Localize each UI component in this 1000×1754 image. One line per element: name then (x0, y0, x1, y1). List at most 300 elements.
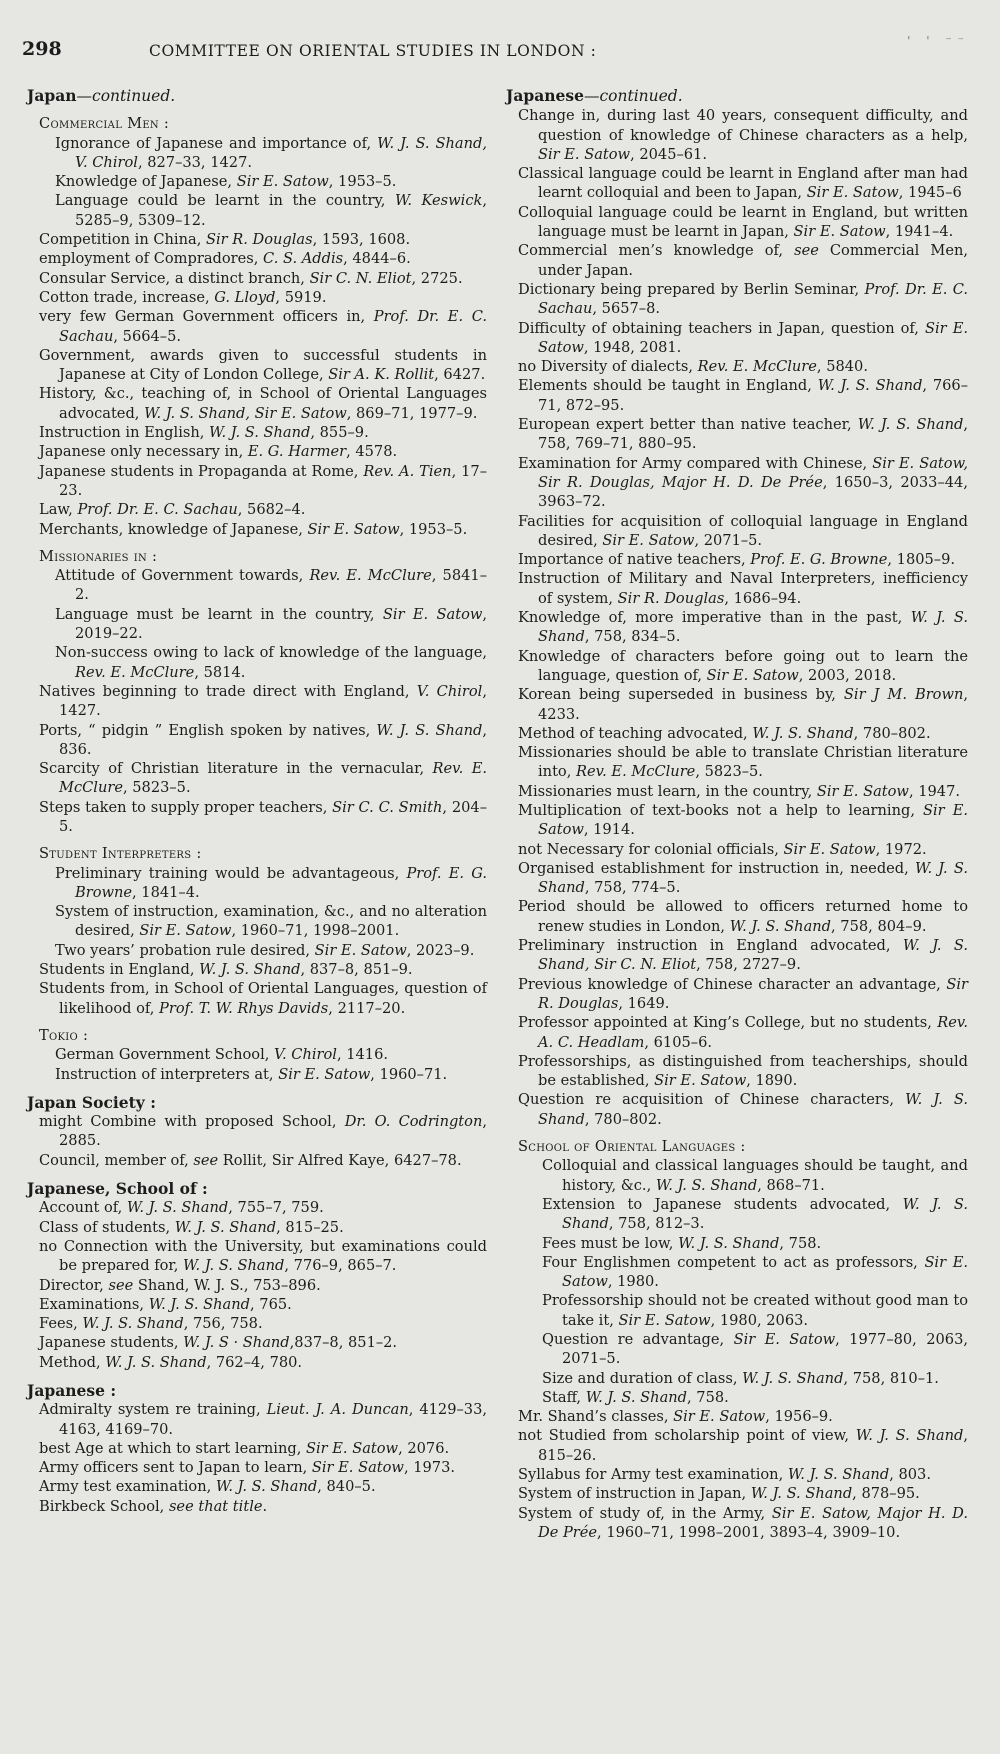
entry-references: , 780–802. (853, 724, 931, 742)
entry-witness: Rev. E. McClure (59, 760, 487, 797)
entry-topic: Question re advantage, (542, 1331, 734, 1348)
entry-references: , 1960–71, 1998–2001, 3893–4, 3909–10. (597, 1523, 901, 1541)
entry-references: , 1953–5. (399, 520, 468, 538)
entry-references: , 766–71, 872–95. (538, 377, 968, 414)
entry-references: , 6105–6. (644, 1033, 712, 1051)
entry-witness: W. Keswick (394, 192, 483, 210)
entry-witness: W. J. S. Shand (209, 424, 311, 442)
entry-references: , 762–4, 780. (206, 1353, 303, 1371)
index-entry (27, 500, 487, 519)
entry-references: , 1980. (607, 1273, 659, 1291)
entry-topic: Consular Service, a distinct branch, (39, 269, 310, 287)
index-entry (506, 897, 968, 936)
entry-references: , 2071–5. (694, 531, 763, 549)
entry-witness: V. Chirol (416, 682, 483, 700)
entry-references: , 5285–9, 5309–12. (75, 192, 487, 229)
index-entry (27, 307, 487, 346)
entry-witness: G. Lloyd (214, 288, 276, 306)
index-entry (27, 1400, 487, 1439)
index-entry (506, 1013, 968, 1052)
entry-references: , 5823–5. (122, 779, 191, 797)
entry-topic: Colloquial language could be learnt in England, but written language must be learnt in Japan, (518, 203, 968, 241)
entry-references: , 204–5. (59, 798, 487, 835)
entry-references: , 2117–20. (328, 999, 406, 1017)
entry-references: Shand, W. J. S., 753–896. (133, 1276, 321, 1294)
entry-topic: Mr. Shand’s classes, (518, 1408, 674, 1426)
entry-witness: W. J. S. Shand (174, 1218, 277, 1236)
entry-references: , 758, 810–1. (843, 1369, 939, 1387)
entry-topic: Council, member of, (39, 1151, 194, 1169)
entry-witness: Sir A. K. Rollit (328, 366, 435, 384)
index-subheading: Tokio : (39, 1026, 89, 1044)
entry-references: , 1953–5. (328, 173, 397, 191)
entry-topic: Examination for Army compared with Chinese, (518, 454, 873, 472)
entry-witness: Sir E. Satow (306, 1439, 399, 1457)
index-entry (27, 1477, 487, 1496)
entry-references: , 815–25. (276, 1218, 344, 1236)
entry-references: , 869–71, 1977–9. (346, 404, 478, 422)
entry-topic: Question re acquisition of Chinese characters, (518, 1091, 906, 1109)
continued-label: —continued. (76, 87, 176, 105)
entry-witness: Prof. Dr. E. C. Sachau (59, 308, 487, 345)
entry-references: , 1841–4. (132, 883, 200, 901)
index-entry (506, 936, 968, 975)
index-entry (506, 280, 968, 319)
index-entry (506, 685, 968, 724)
index-entry (506, 1330, 968, 1369)
index-entry (27, 1497, 487, 1516)
index-entry (27, 960, 487, 979)
entry-witness: Sir E. Satow (806, 184, 899, 202)
entry-references: , 1980, 2063. (710, 1311, 809, 1329)
index-entry (27, 1065, 487, 1084)
running-title: COMMITTEE ON ORIENTAL STUDIES IN LONDON : (149, 42, 597, 60)
entry-topic: System of instruction in Japan, (518, 1485, 751, 1503)
index-subheading: School of Oriental Languages : (518, 1138, 746, 1156)
entry-topic: Language could be learnt in the country, (55, 192, 395, 210)
index-entry (506, 454, 968, 512)
entry-topic: Missionaries must learn, in the country, (518, 782, 817, 800)
entry-witness: Sir E. Satow (706, 666, 799, 684)
index-entry (506, 1407, 968, 1426)
index-entry (27, 1458, 487, 1477)
entry-topic: Size and duration of class, (542, 1369, 743, 1387)
index-entry (506, 357, 968, 376)
entry-references: , 4844–6. (343, 250, 411, 268)
entry-topic: Change in, during last 40 years, consequent difficulty, and question of knowledge of Chinese characters as a help, (518, 107, 968, 144)
entry-topic: Fees must be low, (542, 1234, 679, 1252)
entry-witness: see that title (168, 1497, 263, 1515)
entry-references: , 5841–2. (75, 567, 487, 604)
entry-witness: W. J. S. Shand (817, 377, 923, 395)
entry-witness: Sir E. Satow (618, 1311, 711, 1329)
entry-references: Commercial Men, under Japan. (538, 242, 968, 279)
index-entry (506, 975, 968, 1014)
entry-references: , 758. (687, 1388, 729, 1406)
entry-witness: Prof. Dr. E. C. Sachau (77, 501, 238, 519)
entry-witness: Rev. E. McClure (309, 567, 432, 585)
entry-references: , 758, 812–3. (608, 1215, 705, 1233)
entry-topic: Professorships, as distinguished from teacherships, should be established, (518, 1052, 968, 1090)
entry-witness: Sir R. Douglas (538, 975, 968, 1012)
entry-references: , 803. (889, 1466, 931, 1484)
index-entry (27, 423, 487, 442)
entry-witness: Prof. E. G. Browne (750, 551, 888, 569)
entry-references: , 758, 804–9. (831, 917, 927, 935)
entry-topic: Cotton trade, increase, (39, 288, 215, 306)
index-entry (506, 1504, 968, 1543)
entry-topic: Importance of native teachers, (518, 551, 751, 569)
entry-references: , 2023–9. (406, 941, 475, 959)
index-entry (506, 1426, 968, 1465)
entry-topic: Classical language could be learnt in England after man had learnt colloquial and been to Japan, (518, 165, 968, 202)
entry-witness: W. J. S. Shand (538, 859, 968, 897)
entry-witness: Rev. E. McClure (697, 358, 817, 376)
entry-topic: Steps taken to supply proper teachers, (39, 798, 333, 816)
entry-witness: Lieut. J. A. Duncan (266, 1401, 409, 1419)
entry-witness: W. J. S. Shand (655, 1176, 758, 1194)
entry-witness: Rev. E. McClure (75, 663, 195, 681)
entry-references: , 1427. (59, 682, 487, 720)
index-entry (27, 1276, 487, 1295)
entry-witness: W. J. S. Shand (183, 1257, 285, 1275)
heading-text: Japan Society : (27, 1092, 156, 1112)
entry-witness: W. J. S. Shand, V. Chirol (75, 134, 487, 171)
entry-references: , 1948, 2081. (583, 338, 682, 356)
entry-topic: Knowledge of Japanese, (55, 173, 237, 191)
entry-references: , 5657–8. (592, 300, 661, 318)
entry-topic: very few German Government officers in, (39, 308, 374, 326)
entry-references: , 17–23. (59, 462, 487, 499)
heading-text: Japan (27, 86, 77, 105)
index-entry (27, 172, 487, 191)
index-heading (27, 1179, 487, 1198)
entry-references: , 827–33, 1427. (137, 153, 252, 171)
index-entry (27, 1439, 487, 1458)
entry-references: ,837–8, 851–2. (289, 1334, 398, 1352)
index-entry (506, 203, 968, 242)
entry-witness: Prof. T. W. Rhys Davids (159, 999, 329, 1017)
entry-witness: W. J. S. Shand (538, 1091, 969, 1128)
entry-witness: C. S. Addis (263, 250, 344, 268)
entry-topic: Preliminary training would be advantageous, (55, 864, 407, 882)
index-entry (506, 1484, 968, 1503)
entry-witness: Sir R. Douglas (617, 589, 725, 607)
index-entry (27, 721, 487, 760)
entry-references: , 1649. (618, 994, 670, 1012)
entry-references: , 815–26. (538, 1427, 968, 1464)
entry-references: , 4233. (538, 686, 968, 723)
entry-topic: Scarcity of Christian literature in the vernacular, (39, 760, 433, 778)
index-entry (506, 782, 968, 801)
entry-topic: Two years’ probation rule desired, (55, 941, 315, 959)
index-entry (27, 1237, 487, 1276)
entry-witness: see (108, 1276, 134, 1294)
entry-references: , 755–7, 759. (228, 1199, 324, 1217)
entry-references: Rollit, Sir Alfred Kaye, 6427–78. (218, 1151, 462, 1169)
index-entry (27, 605, 487, 644)
entry-topic: Instruction in English, (39, 424, 210, 442)
entry-references: . (262, 1497, 268, 1515)
index-entry (506, 1090, 968, 1129)
entry-topic: Ignorance of Japanese and importance of, (55, 134, 378, 152)
entry-topic: System of study of, in the Army, (518, 1504, 772, 1522)
index-entry (506, 1052, 968, 1091)
entry-topic: employment of Compradores, (39, 250, 264, 268)
entry-references: , 758, 2727–9. (696, 956, 801, 974)
entry-witness: see (794, 242, 819, 260)
entry-witness: Sir E. Satow (311, 1459, 404, 1477)
index-entry (27, 269, 487, 288)
entry-references: , 840–5. (317, 1478, 376, 1496)
entry-references: , 765. (250, 1295, 292, 1313)
entry-witness: Rev. A. C. Headlam (538, 1014, 968, 1051)
entry-references: , 2019–22. (75, 605, 487, 643)
entry-witness: W. J. S. Shand (562, 1195, 969, 1233)
entry-topic: Period should be allowed to officers returned home to renew studies in London, (518, 898, 968, 935)
index-entry (27, 643, 487, 682)
index-entry (27, 682, 487, 721)
index-entry (27, 191, 487, 230)
entry-topic: Professorship should not be created without good man to take it, (542, 1292, 968, 1329)
index-entry (27, 384, 487, 423)
entry-witness: W. J. S · Shand (183, 1334, 290, 1352)
entry-witness: W. J. S. Shand (82, 1315, 184, 1333)
corner-marks: ' ' ⁻⁻ (907, 34, 970, 48)
heading-text: Japanese, School of : (27, 1179, 208, 1199)
entry-witness: Sir R. Douglas (205, 231, 313, 249)
entry-topic: Class of students, (39, 1218, 175, 1236)
entry-witness: W. J. S. Shand (215, 1478, 318, 1496)
continued-label: —continued. (583, 87, 683, 105)
index-entry (506, 1465, 968, 1484)
entry-topic: Law, (39, 501, 78, 519)
index-entry (27, 462, 487, 501)
index-entry (506, 608, 968, 647)
entry-witness: Sir J M. Brown (843, 686, 964, 704)
index-entry (27, 1198, 487, 1217)
index-entry (27, 941, 487, 960)
index-entry (27, 442, 487, 461)
entry-topic: Students in England, (39, 961, 200, 979)
entry-topic: Account of, (39, 1199, 127, 1217)
entry-references: , 1945–6 (898, 184, 962, 202)
entry-witness: W. J. S. Shand (538, 609, 968, 646)
entry-references: , 2725. (411, 269, 463, 287)
entry-references: , 1416. (336, 1046, 389, 1064)
index-entry (27, 1045, 487, 1064)
entry-witness: Prof. E. G. Browne (75, 864, 487, 901)
entry-topic: History, &c., teaching of, in School of Oriental Languages advocated, (39, 385, 487, 422)
entry-witness: V. Chirol (274, 1046, 337, 1064)
index-heading (506, 86, 968, 106)
entry-witness: Sir C. N. Eliot (309, 269, 412, 287)
index-entry (27, 346, 487, 385)
entry-references: , 1973. (403, 1459, 455, 1477)
entry-topic: Method, (39, 1353, 106, 1371)
entry-witness: W. J. S. Shand, Sir E. Satow (144, 404, 347, 422)
entry-witness: W. J. S. Shand (787, 1466, 890, 1484)
entry-witness: Sir E. Satow (278, 1065, 371, 1083)
entry-topic: might Combine with proposed School, (39, 1113, 345, 1131)
entry-witness: W. J. S. Shand (752, 724, 854, 742)
entry-topic: Japanese students in Propaganda at Rome, (39, 462, 364, 480)
index-entry (27, 1353, 487, 1372)
index-entry (27, 288, 487, 307)
entry-references: , 5664–5. (113, 327, 182, 345)
index-entry (27, 1333, 487, 1352)
entry-references: , 1914. (583, 821, 635, 839)
entry-topic: Merchants, knowledge of Japanese, (39, 520, 308, 538)
entry-references: , 758, 769–71, 880–95. (538, 416, 968, 453)
entry-witness: Prof. Dr. E. C. Sachau (538, 280, 968, 318)
entry-topic: German Government School, (55, 1046, 275, 1064)
entry-witness: E. G. Harmer (247, 443, 347, 461)
entry-witness: Sir E. Satow, Sir R. Douglas, Major H. D. De Prée (538, 454, 968, 491)
entry-references: , 5682–4. (237, 501, 306, 519)
entry-topic: Language must be learnt in the country, (55, 605, 383, 623)
entry-references: , 1941–4. (885, 223, 954, 241)
entry-topic: Knowledge of characters before going out to learn the language, question of, (518, 647, 968, 684)
entry-references: , 780–802. (584, 1110, 662, 1128)
entry-topic: Natives beginning to trade direct with England, (39, 682, 417, 700)
entry-topic: Professor appointed at King’s College, but no students, (518, 1014, 938, 1032)
entry-witness: W. J. S. Shand (148, 1295, 251, 1313)
entry-topic: Previous knowledge of Chinese character an advantage, (518, 975, 947, 993)
entry-topic: Birkbeck School, (39, 1497, 169, 1515)
entry-witness: W. J. S. Shand (585, 1388, 688, 1406)
index-entry (27, 1295, 487, 1314)
entry-references: , 776–9, 865–7. (284, 1257, 397, 1275)
entry-topic: Commercial men’s knowledge of, (518, 242, 795, 260)
entry-witness: W. J. S. Shand (750, 1485, 853, 1503)
entry-topic: Admiralty system re training, (39, 1401, 267, 1419)
entry-witness: W. J. S. Shand (742, 1369, 844, 1387)
entry-topic: Preliminary instruction in England advocated, (518, 937, 903, 955)
entry-topic: Syllabus for Army test examination, (518, 1466, 788, 1484)
entry-topic: Japanese only necessary in, (39, 443, 248, 461)
entry-topic: Examinations, (39, 1295, 149, 1313)
entry-topic: Army test examination, (39, 1478, 216, 1496)
entry-witness: Dr. O. Codrington (344, 1113, 483, 1131)
index-entry (27, 1112, 487, 1151)
entry-references: , 5919. (275, 288, 327, 306)
entry-topic: no Connection with the University, but examinations could be prepared for, (39, 1237, 487, 1275)
entry-references: , 758, 774–5. (584, 879, 681, 897)
entry-witness: W. J. S. Shand (199, 961, 301, 979)
entry-references: , 1960–71. (370, 1065, 448, 1083)
entry-witness: Sir E. Satow (382, 605, 483, 623)
index-entry (506, 376, 968, 415)
index-entry (506, 743, 968, 782)
index-entry (506, 647, 968, 686)
entry-witness: Sir E. Satow (816, 782, 909, 800)
entry-references: , 1650–3, 2033–44, 3963–72. (538, 473, 968, 511)
index-entry (27, 249, 487, 268)
index-entry (27, 1314, 487, 1333)
entry-topic: Difficulty of obtaining teachers in Japan, question of, (518, 319, 926, 337)
entry-topic: Ports, “ pidgin ” English spoken by natives, (39, 721, 377, 739)
entry-references: , 4578. (346, 443, 398, 461)
entry-topic: Japanese students, (39, 1334, 184, 1352)
entry-references: , 1805–9. (887, 551, 956, 569)
entry-topic: Dictionary being prepared by Berlin Seminar, (518, 280, 865, 298)
index-entry (506, 415, 968, 454)
index-subheading: Commercial Men : (39, 115, 170, 133)
entry-topic: not Necessary for colonial officials, (518, 840, 784, 858)
entry-topic: Students from, in School of Oriental Languages, question of likelihood of, (39, 980, 487, 1017)
entry-references: , 1593, 1608. (312, 231, 411, 249)
index-entry (27, 902, 487, 941)
entry-topic: System of instruction, examination, &c., and no alteration desired, (55, 903, 487, 940)
index-entry (506, 1388, 968, 1407)
entry-topic: Colloquial and classical languages should be taught, and history, &c., (542, 1157, 968, 1194)
entry-topic: Missionaries should be able to translate Christian literature into, (518, 744, 968, 781)
entry-witness: Rev. A. Tien (363, 462, 452, 480)
entry-witness: Sir E. Satow (538, 801, 968, 839)
entry-topic: Knowledge of, more imperative than in the past, (518, 609, 911, 627)
entry-witness: Sir E. Satow (236, 173, 329, 191)
entry-references: , 2885. (59, 1113, 488, 1150)
index-entry (506, 569, 968, 608)
entry-witness: Sir E. Satow, Major H. D. De Prée (538, 1504, 968, 1541)
index-entry (506, 550, 968, 569)
entry-topic: Instruction of interpreters at, (55, 1065, 279, 1083)
index-entry (27, 566, 487, 605)
entry-witness: W. J. S. Shand (855, 1427, 964, 1445)
entry-topic: Army officers sent to Japan to learn, (39, 1459, 312, 1477)
index-entry (27, 759, 487, 798)
entry-references: , 5840. (816, 358, 868, 376)
index-entry (27, 979, 487, 1018)
index-entry (506, 106, 968, 164)
entry-witness: Sir E. Satow (314, 941, 407, 959)
entry-witness: Sir E. Satow (139, 922, 232, 940)
index-subheading: Missionaries in : (39, 547, 158, 565)
entry-references: , 1956–9. (765, 1408, 833, 1426)
index-entry (506, 801, 968, 840)
entry-topic: Attitude of Government towards, (55, 567, 310, 585)
entry-references: , 837–8, 851–9. (300, 961, 413, 979)
entry-references: , 1686–94. (724, 589, 802, 607)
index-entry (506, 1253, 968, 1292)
entry-topic: European expert better than native teacher, (518, 416, 858, 434)
entry-topic: Multiplication of text-books not a help to learning, (518, 801, 924, 819)
entry-references: , 1972. (875, 840, 927, 858)
entry-references: , 756, 758. (183, 1315, 263, 1333)
index-entry (506, 859, 968, 898)
entry-topic: not Studied from scholarship point of view, (518, 1427, 856, 1445)
entry-witness: Sir E. Satow (538, 145, 631, 163)
entry-witness: Rev. E. McClure (576, 763, 696, 781)
index-entry (506, 1156, 968, 1195)
entry-references: , 1977–80, 2063, 2071–5. (562, 1331, 968, 1368)
entry-topic: Facilities for acquisition of colloquial language in England desired, (518, 512, 968, 549)
index-heading (27, 86, 487, 106)
index-entry (27, 134, 487, 173)
index-entry (506, 512, 968, 551)
entry-witness: W. J. S. Shand, Sir C. N. Eliot (538, 937, 968, 974)
entry-topic: Director, (39, 1276, 109, 1294)
left-column (27, 86, 487, 1516)
page-header (22, 30, 970, 60)
entry-topic: Method of teaching advocated, (518, 724, 753, 742)
index-entry (506, 1234, 968, 1253)
entry-references: , 1947. (908, 782, 960, 800)
entry-witness: W. J. S. Shand (376, 721, 483, 739)
index-entry (506, 1195, 968, 1234)
entry-references: , 1890. (746, 1072, 798, 1090)
